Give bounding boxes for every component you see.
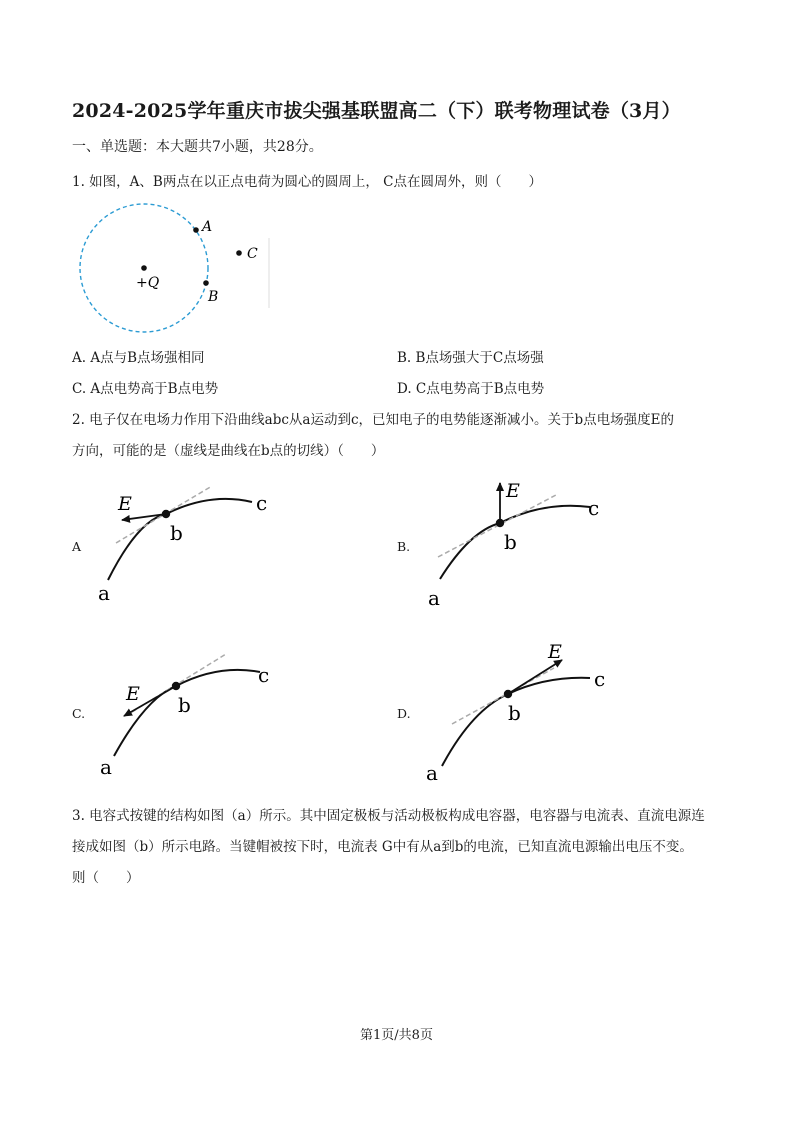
q3-line1: 3. 电容式按键的结构如图（a）所示。其中固定极板与活动极板构成电容器，电容器与电流表、直流电源连 (72, 808, 705, 824)
q2-option-D-label: D. (397, 706, 411, 721)
q2-stem-line1: 2. 电子仅在电场力作用下沿曲线abc从a运动到c，已知电子的电势能逐渐减小。关于b点电场强度E的 (72, 412, 675, 428)
q2A-point-b (162, 510, 170, 518)
section-heading: 一、单选题：本大题共7小题，共28分。 (72, 139, 323, 155)
q3-line3: 则（ ） (72, 870, 140, 886)
q2B-point-b (496, 519, 504, 527)
q1-option-D: D. C点电势高于B点电势 (397, 381, 545, 397)
q2-figure-C (94, 650, 294, 780)
q2B-label-b: b (504, 530, 517, 554)
q2-figure-D (420, 640, 620, 790)
q1-point-B (203, 280, 209, 286)
q2-stem-line2: 方向，可能的是（虚线是曲线在b点的切线）（ ） (72, 443, 385, 459)
q2B-label-a: a (428, 586, 440, 610)
q2D-label-c: c (594, 667, 606, 691)
q2-option-C-label: C. (72, 706, 86, 721)
q2C-label-a: a (100, 755, 112, 779)
q2A-label-b: b (170, 521, 183, 545)
q1-point-A (193, 227, 199, 233)
q1-point-C (236, 250, 242, 256)
q2B-label-c: c (588, 496, 600, 520)
q2-figure-A (90, 480, 290, 610)
q2A-label-c: c (256, 491, 268, 515)
q1-point-Q (141, 265, 147, 271)
q2D-E-arrow (508, 660, 562, 694)
q2B-tangent (438, 495, 556, 557)
q2D-label-E: E (548, 641, 562, 663)
page-title: 2024-2025学年重庆市拔尖强基联盟高二（下）联考物理试卷（3月） (72, 100, 681, 122)
q2C-label-b: b (178, 693, 191, 717)
page-footer: 第1页/共8页 (360, 1028, 433, 1043)
q1-option-C: C. A点电势高于B点电势 (72, 381, 219, 397)
q1-label-C: C (247, 246, 258, 262)
q2C-point-b (172, 682, 180, 690)
q2-option-A-label: A (72, 539, 82, 554)
q2C-label-c: c (258, 663, 270, 687)
q2D-label-b: b (508, 701, 521, 725)
q1-option-B: B. B点场强大于C点场强 (397, 350, 544, 366)
q2D-tangent (452, 668, 554, 724)
q2C-label-E: E (126, 683, 140, 705)
q1-label-A: A (202, 219, 213, 235)
q2-figure-B (420, 475, 620, 615)
q2D-point-b (504, 690, 512, 698)
q1-stem: 1. 如图，A、B两点在以正点电荷为圆心的圆周上， C点在圆周外，则（ ） (72, 174, 542, 190)
q3-line2: 接成如图（b）所示电路。当键帽被按下时，电流表 G中有从a到b的电流，已知直流电源输出电压不变。 (72, 839, 693, 855)
q1-label-Q: +Q (136, 275, 160, 291)
q1-label-B: B (208, 289, 219, 305)
q2A-label-E: E (118, 493, 132, 515)
q2B-label-E: E (506, 480, 520, 502)
q2A-label-a: a (98, 581, 110, 605)
q1-option-A: A. A点与B点场强相同 (72, 350, 205, 366)
q2-option-B-label: B. (397, 539, 411, 554)
q2D-label-a: a (426, 761, 438, 785)
q1-figure (72, 198, 282, 338)
